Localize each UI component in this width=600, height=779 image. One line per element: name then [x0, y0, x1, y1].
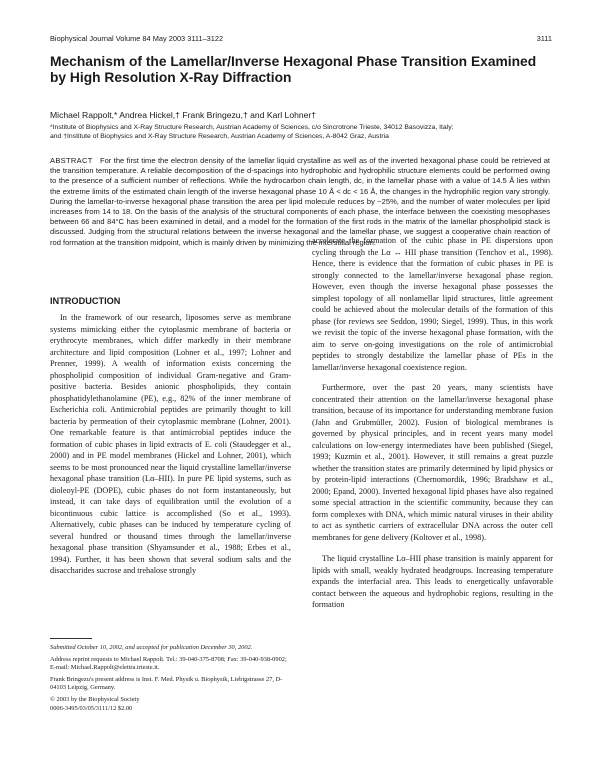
affiliation-line: and †Institute of Biophysics and X-Ray Structure Research, Austrian Academy of Sciences, A-8042 Graz, Austria — [50, 133, 389, 141]
copyright-note: © 2003 by the Biophysical Society — [50, 695, 140, 703]
right-column — [312, 235, 553, 611]
affiliations — [50, 123, 560, 141]
running-header — [50, 34, 552, 46]
issn-note: 0006-3495/03/05/3111/12 $2.00 — [50, 704, 133, 712]
footnotes — [50, 644, 291, 716]
abstract-text: For the first time the electron density of the lamellar liquid crystalline as well as of the inverted hexagonal phase could be retrieved at the transition temperature. A reliable decomposition of the d-spacings into hydrophobic and hydrophilic structure elements could be performed owing to the presence of a sufficient number of reflections. While the hydrocarbon chain length, dc, in the lamellar phase with a value of 14.5 Å lies within the extreme limits of the estimated chain length of the inverse hexagonal phase 10 Å < dc < 16 Å, the changes in the hydrophilic region vary strongly. During the lamellar-to-inverse hexagonal phase transition the area per lipid molecule reduces by ~25%, and the number of water molecules per lipid increases from 14 to 18. On the basis of the analysis of the structural components of each phase, the interface between the coexisting mesophases between 66 and 84°C has been examined in detail, and a model for the formation of the first rods in the matrix of the lamellar phospholipid stack is discussed. Judging from the structural relations between the inverse hexagonal and the lamellar phase, we suggest a cooperative chain reaction of rod formation at the transition midpoint, which is mainly driven by minimizing the interstitial region. — [50, 156, 550, 247]
body-paragraph: The liquid crystalline Lα–HII phase transition is mainly apparent for lipids with small, weakly hydrated headgroups. Increasing temperature expands the interfacial area. This leads to energetically unfavorable contact between the aqueous and hydrophobic regions, resulting in the formation — [312, 554, 553, 609]
footnote-divider — [50, 638, 92, 639]
section-heading-introduction: INTRODUCTION — [50, 296, 121, 306]
reprint-note: Address reprint requests to Michael Rappolt. Tel.: 39-040-375-8708; Fax: 39-040-938-0902; E-mail: Michael.Rappolt@elettra.trieste.it. — [50, 655, 287, 672]
body-paragraph: Furthermore, over the past 20 years, many scientists have concentrated their attention on the lamellar/inverse hexagonal phase transition, because of its importance for understanding membrane fusion (Jahn and Grubmüller, 2002). Fusion of biological membranes is governed by physical principles, and in recent years many model calculations on low-energy intermediates have been published (Siegel, 1993; Kuzmin et al., 2001). However, it still remains a great puzzle whether the transition states are primarily determined by lipid physics or by protein-lipid interactions (Chernomordik, 1996; Bradshaw et al., 2000; Epand, 2000). Inverted hexagonal lipid phases have also regained some special attraction in the scientific community, because they can form complexes with DNA, which mimic natural viruses in their ability to act as synthetic carriers of extracellular DNA across the outer cell membranes for gene delivery (Koltover et al., 1998). — [312, 383, 553, 542]
body-paragraph: accelerate the formation of the cubic phase in PE dispersions upon cycling through the Lα ↔ HII phase transition (Tenchov et al., 1998). Hence, there is evidence that the formation of cubic phases in PE is strongly connected to the lamellar/inverse hexagonal phase region. However, even though the inverse hexagonal phase possesses the simplest topology of all nonlamellar lipid structures, little agreement could be achieved about the molecular details of the formation of this phase (for reviews see Seddon, 1990; Siegel, 1999). Thus, in this work we revisit the topic of the inverse hexagonal phase formation, with the aim to serve on-going investigations on the role of antimicrobial peptides to strongly destabilize the lamellar phase of PEs in the lamellar/inverse hexagonal coexistence region. — [312, 236, 553, 372]
page-number: 3111 — [536, 34, 552, 43]
affiliation-line: *Institute of Biophysics and X-Ray Structure Research, Austrian Academy of Sciences, c/o Sincrotrone Trieste, 34012 Basovizza, Italy; — [50, 124, 454, 131]
abstract-label: ABSTRACT — [50, 156, 93, 165]
journal-citation: Biophysical Journal Volume 84 May 2003 3111–3122 — [50, 34, 224, 43]
left-column — [50, 312, 291, 577]
present-address-note: Frank Bringezu's present address is Inst. F. Med. Physik u. Biophysik, Liebigstrasse 27, D-04103 Leipzig, Germany. — [50, 675, 283, 692]
author-list: Michael Rappolt,* Andrea Hickel,† Frank Bringezu,† and Karl Lohner† — [50, 110, 317, 120]
submission-note: Submitted October 10, 2002, and accepted for publication December 30, 2002. — [50, 644, 253, 651]
body-paragraph: In the framework of our research, liposomes serve as membrane systems mimicking either the cytoplasmic membrane of bacteria or erythrocyte membranes, which differ markedly in their membrane architecture and lipid composition (Lohner et al., 1997; Lohner and Prenner, 1999). A wealth of information exists concerning the phospholipid composition of individual Gram-negative and Gram-positive bacteria. Besides anionic phospholipids, they contain phosphatidylethanolamine (PE), e.g., 82% of the inner membrane of Escherichia coli. Antimicrobial peptides are primarily thought to kill bacteria by permeation of their cytoplasmic membrane (Lohner, 2001). One remarkable feature is that antimicrobial peptides induce the formation of cubic phases in lipid extracts of E. coli (Staudegger et al., 2000) and in PE model membranes (Hickel and Lohner, 2001), which seems to be most pronounced near the liquid crystalline lamellar/inverse hexagonal phase transition (Lα–HII). In pure PE lipid systems, such as dioleoyl-PE (DOPE), cubic phases do not form instantaneously, but instead, it can take days of equilibration until the evolution of a bicontinuous cubic lattice is accomplished (So et al., 1993). Alternatively, cubic phases can be induced by temperature cycling of several hundred or thousand times through the lamellar/inverse hexagonal phase transition (Shyamsunder et al., 1988; Erbes et al., 1994). Further, it has been shown that several sodium salts and the disaccharides sucrose and trehalose strongly — [50, 313, 291, 575]
article-title: Mechanism of the Lamellar/Inverse Hexagonal Phase Transition Examined by High Resolution X-Ray Diffraction — [50, 54, 537, 85]
